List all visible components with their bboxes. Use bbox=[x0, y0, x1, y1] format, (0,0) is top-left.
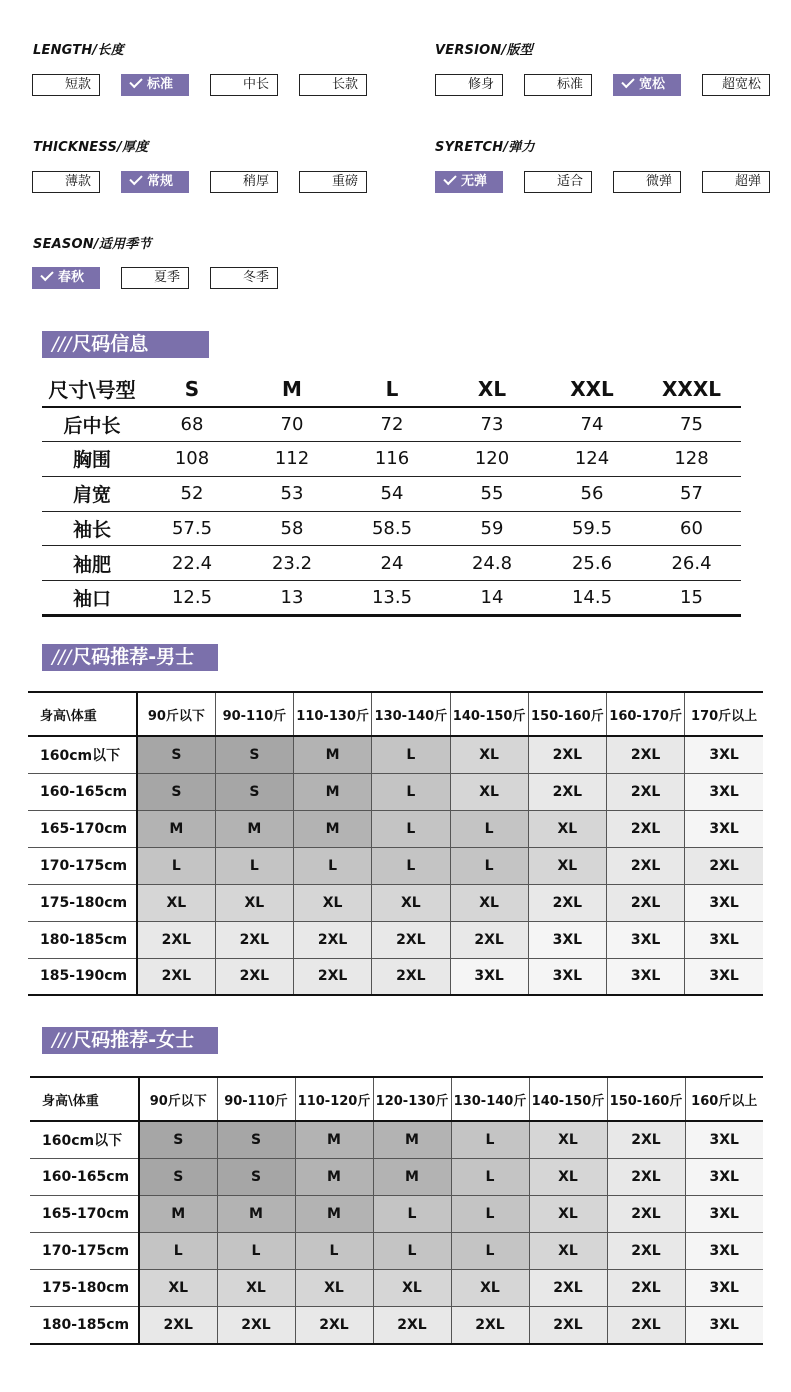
men-size-cell: XL bbox=[215, 884, 293, 921]
women-row bbox=[30, 1158, 763, 1195]
size-value-cell: 70 bbox=[242, 407, 342, 442]
banner-slashes: /// bbox=[52, 1029, 72, 1051]
men-size-cell: 3XL bbox=[607, 921, 685, 958]
check-icon bbox=[621, 75, 634, 88]
men-size-cell: L bbox=[294, 847, 372, 884]
men-size-cell: XL bbox=[528, 810, 606, 847]
size-value-cell: 13 bbox=[242, 581, 342, 616]
men-size-cell: 3XL bbox=[685, 736, 763, 773]
women-corner-cell: 身高\体重 bbox=[30, 1077, 139, 1121]
size-value-cell: 52 bbox=[142, 476, 242, 511]
size-value-cell: 12.5 bbox=[142, 581, 242, 616]
stretch-option-label: 无弹 bbox=[461, 174, 488, 189]
size-value-cell: 25.6 bbox=[542, 546, 642, 581]
women-banner-text: 尺码推荐-女士 bbox=[72, 1029, 195, 1051]
women-size-cell: S bbox=[139, 1121, 217, 1158]
size-header-cell: S bbox=[142, 372, 242, 407]
men-size-cell: M bbox=[294, 810, 372, 847]
size-value-cell: 15 bbox=[642, 581, 741, 616]
stretch-option[interactable] bbox=[435, 171, 503, 193]
women-size-cell: L bbox=[373, 1195, 451, 1232]
women-height-label: 160-165cm bbox=[30, 1158, 139, 1195]
size-value-cell: 24 bbox=[342, 546, 442, 581]
men-size-cell: 2XL bbox=[685, 847, 763, 884]
men-size-cell: L bbox=[215, 847, 293, 884]
women-height-label: 170-175cm bbox=[30, 1233, 139, 1270]
men-size-cell: M bbox=[215, 810, 293, 847]
size-value-cell: 53 bbox=[242, 476, 342, 511]
women-size-cell: 2XL bbox=[607, 1233, 685, 1270]
size-row-label: 肩宽 bbox=[42, 476, 142, 511]
size-value-cell: 112 bbox=[242, 442, 342, 477]
men-size-cell: 2XL bbox=[294, 958, 372, 995]
men-weight-header: 90-110斤 bbox=[215, 692, 293, 736]
size-row-label: 袖口 bbox=[42, 581, 142, 616]
men-row bbox=[28, 810, 763, 847]
length-option-label: 长款 bbox=[331, 77, 358, 92]
women-size-cell: 3XL bbox=[685, 1121, 763, 1158]
women-size-cell: 2XL bbox=[529, 1307, 607, 1344]
women-size-cell: M bbox=[139, 1195, 217, 1232]
size-row bbox=[42, 476, 741, 511]
men-size-cell: 3XL bbox=[685, 921, 763, 958]
women-size-cell: S bbox=[139, 1158, 217, 1195]
men-size-cell: XL bbox=[450, 736, 528, 773]
size-value-cell: 59 bbox=[442, 511, 542, 546]
season-option-label: 夏季 bbox=[153, 270, 180, 285]
men-size-cell: XL bbox=[137, 884, 215, 921]
men-row bbox=[28, 773, 763, 810]
women-size-cell: 3XL bbox=[685, 1307, 763, 1344]
thickness-option-label: 常规 bbox=[147, 174, 174, 189]
men-size-cell: S bbox=[137, 773, 215, 810]
thickness-title: THICKNESS/厚度 bbox=[33, 140, 149, 155]
women-height-label: 180-185cm bbox=[30, 1307, 139, 1344]
men-height-label: 160cm以下 bbox=[28, 736, 137, 773]
women-size-cell: 2XL bbox=[451, 1307, 529, 1344]
men-header-row bbox=[28, 692, 763, 736]
men-weight-header: 130-140斤 bbox=[372, 692, 450, 736]
women-size-cell: M bbox=[217, 1195, 295, 1232]
women-size-cell: L bbox=[139, 1233, 217, 1270]
stretch-option[interactable] bbox=[613, 171, 681, 193]
version-option-label: 超宽松 bbox=[721, 77, 761, 92]
men-size-cell: 2XL bbox=[607, 847, 685, 884]
men-size-cell: XL bbox=[372, 884, 450, 921]
women-size-cell: M bbox=[373, 1158, 451, 1195]
men-size-cell: L bbox=[450, 847, 528, 884]
women-height-label: 165-170cm bbox=[30, 1195, 139, 1232]
women-height-label: 175-180cm bbox=[30, 1270, 139, 1307]
men-row bbox=[28, 884, 763, 921]
women-size-cell: L bbox=[451, 1195, 529, 1232]
size-info-table bbox=[42, 372, 741, 617]
size-row bbox=[42, 442, 741, 477]
men-size-cell: 2XL bbox=[372, 921, 450, 958]
women-weight-header: 110-120斤 bbox=[295, 1077, 373, 1121]
stretch-option-label: 微弹 bbox=[645, 174, 672, 189]
men-size-cell: 2XL bbox=[137, 958, 215, 995]
men-height-label: 170-175cm bbox=[28, 847, 137, 884]
men-weight-header: 90斤以下 bbox=[137, 692, 215, 736]
men-row bbox=[28, 958, 763, 995]
men-weight-header: 140-150斤 bbox=[450, 692, 528, 736]
men-size-cell: 2XL bbox=[528, 736, 606, 773]
size-value-cell: 73 bbox=[442, 407, 542, 442]
men-size-cell: S bbox=[215, 773, 293, 810]
size-value-cell: 60 bbox=[642, 511, 741, 546]
women-weight-header: 140-150斤 bbox=[529, 1077, 607, 1121]
men-height-label: 165-170cm bbox=[28, 810, 137, 847]
women-size-cell: 3XL bbox=[685, 1270, 763, 1307]
size-value-cell: 56 bbox=[542, 476, 642, 511]
women-size-cell: M bbox=[295, 1121, 373, 1158]
men-size-cell: S bbox=[137, 736, 215, 773]
version-title: VERSION/版型 bbox=[435, 43, 533, 58]
women-size-cell: XL bbox=[139, 1270, 217, 1307]
check-icon bbox=[129, 75, 142, 88]
season-option[interactable] bbox=[210, 267, 278, 289]
men-size-cell: L bbox=[450, 810, 528, 847]
season-option[interactable] bbox=[32, 267, 100, 289]
season-option-label: 春秋 bbox=[58, 270, 85, 285]
thickness-option[interactable] bbox=[210, 171, 278, 193]
men-size-cell: 3XL bbox=[528, 958, 606, 995]
men-size-cell: M bbox=[137, 810, 215, 847]
version-option-label: 标准 bbox=[556, 77, 583, 92]
men-size-cell: 2XL bbox=[607, 736, 685, 773]
size-value-cell: 124 bbox=[542, 442, 642, 477]
women-size-cell: XL bbox=[529, 1121, 607, 1158]
thickness-option[interactable] bbox=[32, 171, 100, 193]
version-option[interactable] bbox=[613, 74, 681, 96]
women-size-cell: L bbox=[373, 1233, 451, 1270]
size-header-cell: 尺寸\号型 bbox=[42, 372, 142, 407]
stretch-title: SYRETCH/弹力 bbox=[435, 140, 535, 155]
men-row bbox=[28, 921, 763, 958]
size-value-cell: 120 bbox=[442, 442, 542, 477]
length-option[interactable] bbox=[210, 74, 278, 96]
version-option[interactable] bbox=[435, 74, 503, 96]
women-size-cell: XL bbox=[529, 1233, 607, 1270]
size-value-cell: 68 bbox=[142, 407, 242, 442]
men-size-cell: 2XL bbox=[137, 921, 215, 958]
size-value-cell: 26.4 bbox=[642, 546, 741, 581]
women-size-cell: S bbox=[217, 1121, 295, 1158]
women-size-cell: 2XL bbox=[217, 1307, 295, 1344]
women-recommend-table bbox=[30, 1076, 763, 1345]
stretch-option-label: 适合 bbox=[556, 174, 583, 189]
men-size-cell: L bbox=[372, 773, 450, 810]
size-value-cell: 75 bbox=[642, 407, 741, 442]
banner-slashes: /// bbox=[52, 646, 72, 668]
size-header-row bbox=[42, 372, 741, 407]
size-value-cell: 57 bbox=[642, 476, 741, 511]
women-size-cell: M bbox=[295, 1195, 373, 1232]
men-height-label: 175-180cm bbox=[28, 884, 137, 921]
men-size-cell: L bbox=[372, 736, 450, 773]
size-header-cell: XL bbox=[442, 372, 542, 407]
men-banner-text: 尺码推荐-男士 bbox=[72, 646, 195, 668]
size-row bbox=[42, 407, 741, 442]
size-value-cell: 13.5 bbox=[342, 581, 442, 616]
men-size-cell: 3XL bbox=[450, 958, 528, 995]
men-size-cell: XL bbox=[294, 884, 372, 921]
size-value-cell: 55 bbox=[442, 476, 542, 511]
women-banner bbox=[42, 1027, 218, 1054]
women-size-cell: XL bbox=[529, 1158, 607, 1195]
length-title: LENGTH/长度 bbox=[33, 43, 124, 58]
check-icon bbox=[40, 268, 53, 281]
check-icon bbox=[129, 172, 142, 185]
men-size-cell: 2XL bbox=[528, 884, 606, 921]
women-weight-header: 130-140斤 bbox=[451, 1077, 529, 1121]
men-row bbox=[28, 847, 763, 884]
men-size-cell: 2XL bbox=[528, 773, 606, 810]
men-size-cell: 2XL bbox=[215, 921, 293, 958]
size-row bbox=[42, 511, 741, 546]
version-option[interactable] bbox=[702, 74, 770, 96]
women-size-cell: S bbox=[217, 1158, 295, 1195]
size-value-cell: 57.5 bbox=[142, 511, 242, 546]
women-size-cell: XL bbox=[529, 1195, 607, 1232]
women-row bbox=[30, 1270, 763, 1307]
women-weight-header: 90-110斤 bbox=[217, 1077, 295, 1121]
women-size-cell: 2XL bbox=[295, 1307, 373, 1344]
women-row bbox=[30, 1195, 763, 1232]
men-size-cell: M bbox=[294, 736, 372, 773]
men-size-cell: XL bbox=[450, 884, 528, 921]
women-weight-header: 120-130斤 bbox=[373, 1077, 451, 1121]
men-size-cell: 3XL bbox=[685, 884, 763, 921]
size-value-cell: 128 bbox=[642, 442, 741, 477]
men-size-cell: L bbox=[372, 810, 450, 847]
season-option-label: 冬季 bbox=[242, 270, 269, 285]
men-size-cell: L bbox=[372, 847, 450, 884]
thickness-option-label: 重磅 bbox=[331, 174, 358, 189]
size-row-label: 袖肥 bbox=[42, 546, 142, 581]
women-weight-header: 160斤以上 bbox=[685, 1077, 763, 1121]
men-size-cell: XL bbox=[528, 847, 606, 884]
stretch-option-label: 超弹 bbox=[734, 174, 761, 189]
size-header-cell: L bbox=[342, 372, 442, 407]
women-size-cell: 2XL bbox=[607, 1307, 685, 1344]
women-size-cell: L bbox=[451, 1121, 529, 1158]
thickness-option[interactable] bbox=[299, 171, 367, 193]
size-value-cell: 58.5 bbox=[342, 511, 442, 546]
size-row bbox=[42, 581, 741, 616]
size-header-cell: XXL bbox=[542, 372, 642, 407]
size-value-cell: 116 bbox=[342, 442, 442, 477]
women-height-label: 160cm以下 bbox=[30, 1121, 139, 1158]
men-weight-header: 160-170斤 bbox=[607, 692, 685, 736]
men-size-cell: 2XL bbox=[450, 921, 528, 958]
size-info-banner-text: 尺码信息 bbox=[72, 333, 149, 355]
version-option-label: 修身 bbox=[467, 77, 494, 92]
women-size-cell: L bbox=[295, 1233, 373, 1270]
version-option-label: 宽松 bbox=[639, 77, 666, 92]
women-size-cell: 3XL bbox=[685, 1195, 763, 1232]
men-size-cell: XL bbox=[450, 773, 528, 810]
women-size-cell: XL bbox=[373, 1270, 451, 1307]
men-size-cell: 2XL bbox=[294, 921, 372, 958]
banner-slashes: /// bbox=[52, 333, 72, 355]
women-size-cell: M bbox=[295, 1158, 373, 1195]
men-weight-header: 170斤以上 bbox=[685, 692, 763, 736]
men-banner bbox=[42, 644, 218, 671]
size-header-cell: XXXL bbox=[642, 372, 741, 407]
thickness-option-label: 稍厚 bbox=[242, 174, 269, 189]
size-value-cell: 14.5 bbox=[542, 581, 642, 616]
men-size-cell: 3XL bbox=[607, 958, 685, 995]
women-size-cell: 2XL bbox=[139, 1307, 217, 1344]
men-size-cell: 2XL bbox=[607, 810, 685, 847]
size-value-cell: 74 bbox=[542, 407, 642, 442]
men-size-cell: L bbox=[137, 847, 215, 884]
length-option-label: 短款 bbox=[64, 77, 91, 92]
men-size-cell: 3XL bbox=[528, 921, 606, 958]
women-size-cell: 2XL bbox=[529, 1270, 607, 1307]
women-size-cell: XL bbox=[451, 1270, 529, 1307]
women-header-row bbox=[30, 1077, 763, 1121]
length-option[interactable] bbox=[32, 74, 100, 96]
thickness-option[interactable] bbox=[121, 171, 189, 193]
men-height-label: 185-190cm bbox=[28, 958, 137, 995]
size-value-cell: 14 bbox=[442, 581, 542, 616]
women-size-cell: 2XL bbox=[373, 1307, 451, 1344]
men-size-cell: 3XL bbox=[685, 958, 763, 995]
men-weight-header: 110-130斤 bbox=[294, 692, 372, 736]
check-icon bbox=[443, 172, 456, 185]
women-row bbox=[30, 1307, 763, 1344]
stretch-option[interactable] bbox=[524, 171, 592, 193]
version-option[interactable] bbox=[524, 74, 592, 96]
men-height-label: 180-185cm bbox=[28, 921, 137, 958]
women-weight-header: 150-160斤 bbox=[607, 1077, 685, 1121]
length-option[interactable] bbox=[121, 74, 189, 96]
men-size-cell: 2XL bbox=[372, 958, 450, 995]
length-option-label: 中长 bbox=[242, 77, 269, 92]
women-size-cell: M bbox=[373, 1121, 451, 1158]
stretch-option[interactable] bbox=[702, 171, 770, 193]
size-value-cell: 24.8 bbox=[442, 546, 542, 581]
size-row-label: 胸围 bbox=[42, 442, 142, 477]
size-row-label: 袖长 bbox=[42, 511, 142, 546]
women-size-cell: L bbox=[451, 1233, 529, 1270]
women-size-cell: 2XL bbox=[607, 1121, 685, 1158]
women-size-cell: L bbox=[451, 1158, 529, 1195]
women-size-cell: L bbox=[217, 1233, 295, 1270]
women-size-cell: 2XL bbox=[607, 1158, 685, 1195]
men-size-cell: S bbox=[215, 736, 293, 773]
size-value-cell: 108 bbox=[142, 442, 242, 477]
size-value-cell: 72 bbox=[342, 407, 442, 442]
women-size-cell: XL bbox=[295, 1270, 373, 1307]
men-weight-header: 150-160斤 bbox=[528, 692, 606, 736]
women-row bbox=[30, 1121, 763, 1158]
men-row bbox=[28, 736, 763, 773]
men-recommend-table bbox=[28, 691, 763, 996]
size-value-cell: 54 bbox=[342, 476, 442, 511]
women-weight-header: 90斤以下 bbox=[139, 1077, 217, 1121]
men-size-cell: 3XL bbox=[685, 773, 763, 810]
men-size-cell: 2XL bbox=[215, 958, 293, 995]
women-size-cell: XL bbox=[217, 1270, 295, 1307]
men-size-cell: M bbox=[294, 773, 372, 810]
season-option[interactable] bbox=[121, 267, 189, 289]
size-row bbox=[42, 546, 741, 581]
women-size-cell: 2XL bbox=[607, 1270, 685, 1307]
thickness-option-label: 薄款 bbox=[64, 174, 91, 189]
size-value-cell: 58 bbox=[242, 511, 342, 546]
season-title: SEASON/适用季节 bbox=[33, 237, 152, 252]
size-value-cell: 59.5 bbox=[542, 511, 642, 546]
women-row bbox=[30, 1233, 763, 1270]
length-option[interactable] bbox=[299, 74, 367, 96]
size-value-cell: 22.4 bbox=[142, 546, 242, 581]
men-size-cell: 3XL bbox=[685, 810, 763, 847]
men-size-cell: 2XL bbox=[607, 773, 685, 810]
women-size-cell: 3XL bbox=[685, 1158, 763, 1195]
size-header-cell: M bbox=[242, 372, 342, 407]
men-height-label: 160-165cm bbox=[28, 773, 137, 810]
size-value-cell: 23.2 bbox=[242, 546, 342, 581]
size-row-label: 后中长 bbox=[42, 407, 142, 442]
women-size-cell: 2XL bbox=[607, 1195, 685, 1232]
length-option-label: 标准 bbox=[147, 77, 174, 92]
men-size-cell: 2XL bbox=[607, 884, 685, 921]
size-info-banner bbox=[42, 331, 209, 358]
women-size-cell: 3XL bbox=[685, 1233, 763, 1270]
men-corner-cell: 身高\体重 bbox=[28, 692, 137, 736]
